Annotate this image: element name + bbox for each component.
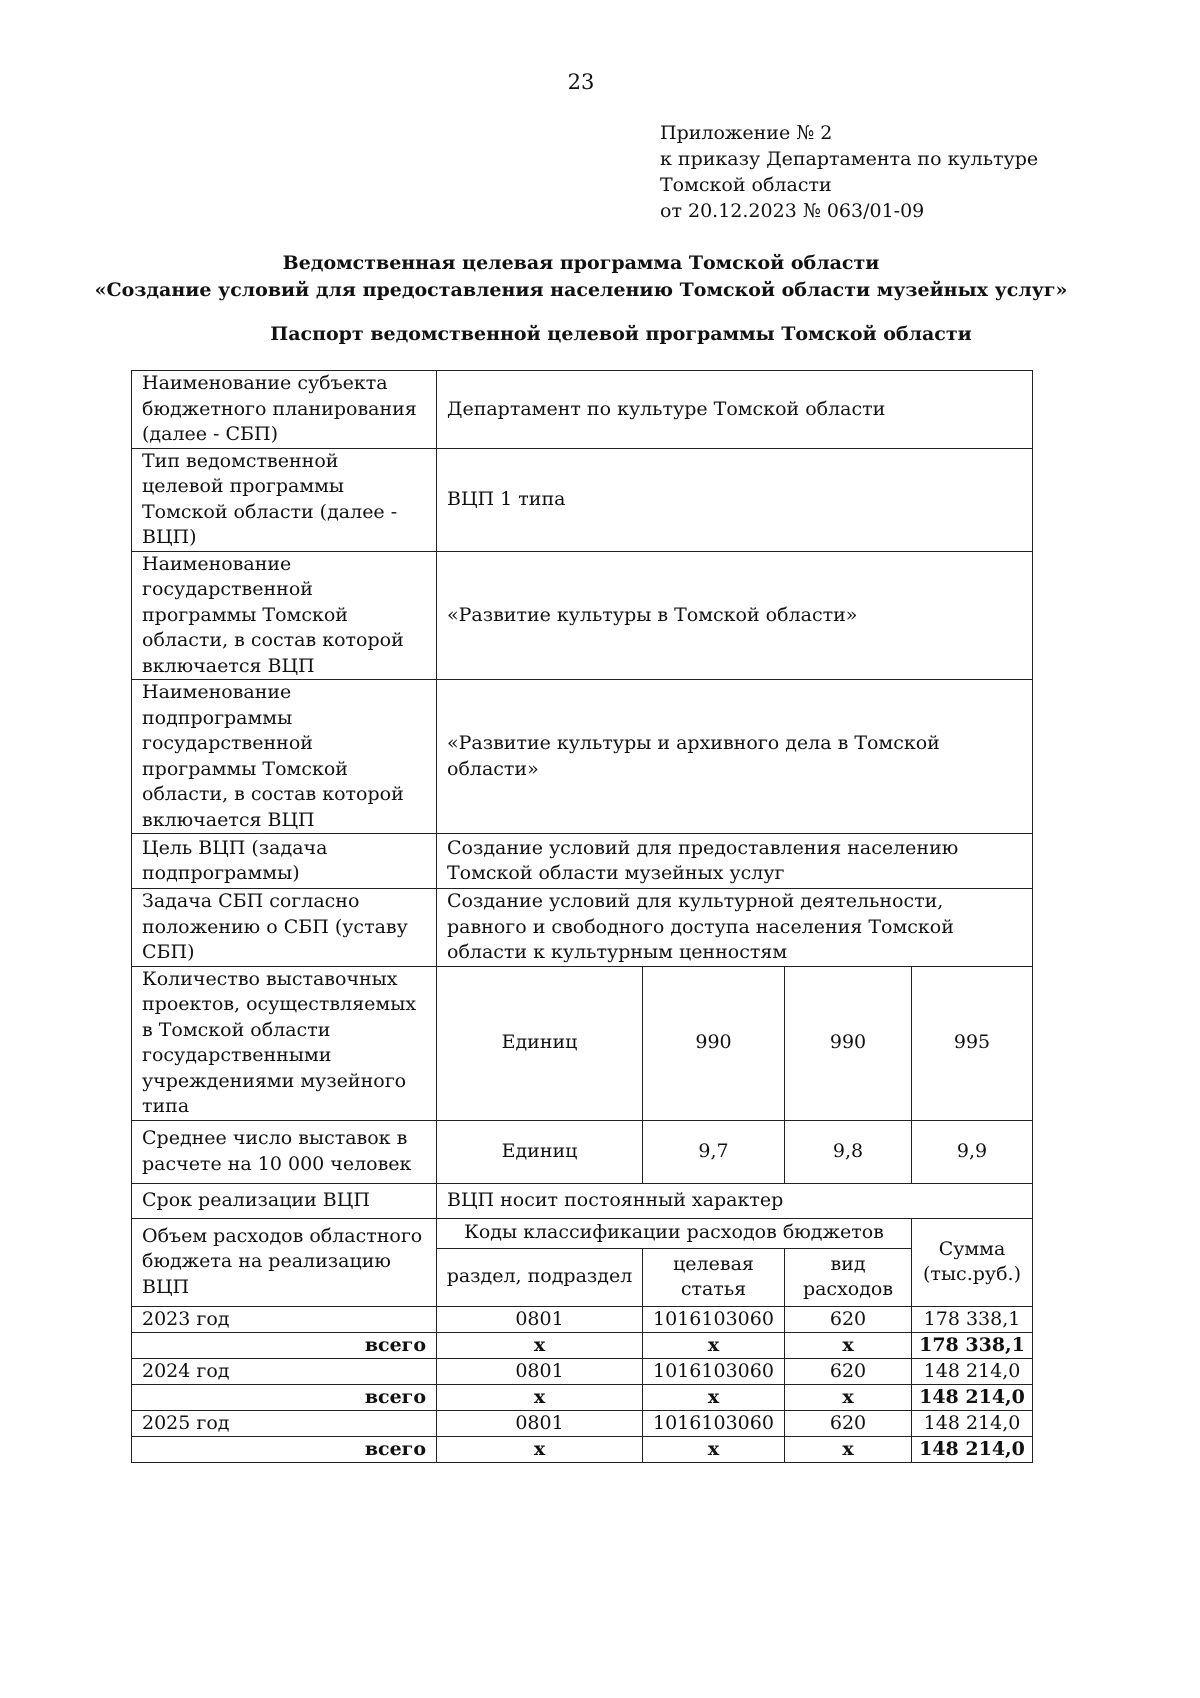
indicator-value: 990 (785, 966, 912, 1120)
article: 1016103060 (643, 1358, 785, 1384)
total-sum: 178 338,1 (912, 1332, 1033, 1358)
table-row (132, 1183, 1033, 1218)
indicator-unit: Единиц (437, 966, 643, 1120)
table-row (132, 889, 1033, 967)
passport-title: Паспорт ведомственной целевой программы Томской области (270, 323, 972, 345)
x-mark: x (437, 1332, 643, 1358)
x-mark: x (643, 1384, 785, 1410)
indicator-value: 990 (643, 966, 785, 1120)
appendix-note (660, 120, 1038, 224)
indicator-label: Среднее число выставок в расчете на 10 000 человек (132, 1120, 437, 1183)
sum: 148 214,0 (912, 1410, 1033, 1436)
x-mark: x (785, 1332, 912, 1358)
article: 1016103060 (643, 1306, 785, 1332)
section-header: раздел, подраздел (437, 1248, 643, 1306)
section: 0801 (437, 1358, 643, 1384)
passport-table (131, 370, 1033, 1463)
row-label: Наименование государственной программы Томской области, в состав которой включается ВЦП (132, 551, 437, 680)
budget-total-row (132, 1436, 1033, 1462)
row-label: Наименование подпрограммы государственной программы Томской области, в состав которой включается ВЦП (132, 680, 437, 834)
x-mark: x (437, 1436, 643, 1462)
row-label: Цель ВЦП (задача подпрограммы) (132, 834, 437, 889)
row-value: ВЦП носит постоянный характер (437, 1183, 1033, 1218)
article-header: целевая статья (643, 1248, 785, 1306)
row-label: Наименование субъекта бюджетного планирования (далее - СБП) (132, 371, 437, 449)
budget-total-row (132, 1332, 1033, 1358)
budget-year-row (132, 1358, 1033, 1384)
sum: 178 338,1 (912, 1306, 1033, 1332)
appendix-line: от 20.12.2023 № 063/01-09 (660, 200, 925, 222)
indicator-value: 9,8 (785, 1120, 912, 1183)
table-row (132, 371, 1033, 449)
total-sum: 148 214,0 (912, 1436, 1033, 1462)
type: 620 (785, 1410, 912, 1436)
indicator-value: 995 (912, 966, 1033, 1120)
budget-year-row (132, 1410, 1033, 1436)
x-mark: x (643, 1332, 785, 1358)
x-mark: x (643, 1436, 785, 1462)
row-value: Департамент по культуре Томской области (437, 371, 1033, 449)
table-row (132, 448, 1033, 551)
type: 620 (785, 1306, 912, 1332)
indicator-value: 9,9 (912, 1120, 1033, 1183)
row-label: Задача СБП согласно положению о СБП (уставу СБП) (132, 889, 437, 967)
appendix-line: Томской области (660, 174, 832, 196)
indicator-unit: Единиц (437, 1120, 643, 1183)
row-label: Срок реализации ВЦП (132, 1183, 437, 1218)
total-label: всего (132, 1332, 437, 1358)
budget-year-row (132, 1306, 1033, 1332)
type: 620 (785, 1358, 912, 1384)
table-row (132, 680, 1033, 834)
sum-header: Сумма (тыс.руб.) (912, 1218, 1033, 1306)
budget-header-row (132, 1218, 1033, 1248)
row-label: Тип ведомственной целевой программы Томской области (далее - ВЦП) (132, 448, 437, 551)
budget-label: Объем расходов областного бюджета на реализацию ВЦП (132, 1218, 437, 1306)
indicator-label: Количество выставочных проектов, осуществляемых в Томской области государственными учреждениями музейного типа (132, 966, 437, 1120)
section: 0801 (437, 1306, 643, 1332)
x-mark: x (785, 1436, 912, 1462)
program-title: Ведомственная целевая программа Томской области (282, 252, 880, 274)
total-sum: 148 214,0 (912, 1384, 1033, 1410)
type-header: вид расходов (785, 1248, 912, 1306)
section: 0801 (437, 1410, 643, 1436)
appendix-line: к приказу Департамента по культуре (660, 148, 1039, 170)
year: 2025 год (132, 1410, 437, 1436)
indicator-value: 9,7 (643, 1120, 785, 1183)
budget-total-row (132, 1384, 1033, 1410)
program-subtitle: «Создание условий для предоставления населению Томской области музейных услуг» (94, 279, 1068, 301)
appendix-line: Приложение № 2 (660, 122, 833, 144)
row-value: «Развитие культуры и архивного дела в Томской области» (437, 680, 1033, 834)
table-row (132, 551, 1033, 680)
year: 2023 год (132, 1306, 437, 1332)
indicator-row (132, 1120, 1033, 1183)
indicator-row (132, 966, 1033, 1120)
page-number: 23 (567, 70, 595, 94)
codes-header: Коды классификации расходов бюджетов (437, 1218, 912, 1248)
x-mark: x (437, 1384, 643, 1410)
article: 1016103060 (643, 1410, 785, 1436)
sum: 148 214,0 (912, 1358, 1033, 1384)
row-value: «Развитие культуры в Томской области» (437, 551, 1033, 680)
total-label: всего (132, 1384, 437, 1410)
x-mark: x (785, 1384, 912, 1410)
row-value: ВЦП 1 типа (437, 448, 1033, 551)
table-row (132, 834, 1033, 889)
row-value: Создание условий для предоставления населению Томской области музейных услуг (437, 834, 1033, 889)
row-value: Создание условий для культурной деятельности, равного и свободного доступа населения Томской области к культурным ценностям (437, 889, 1033, 967)
year: 2024 год (132, 1358, 437, 1384)
total-label: всего (132, 1436, 437, 1462)
